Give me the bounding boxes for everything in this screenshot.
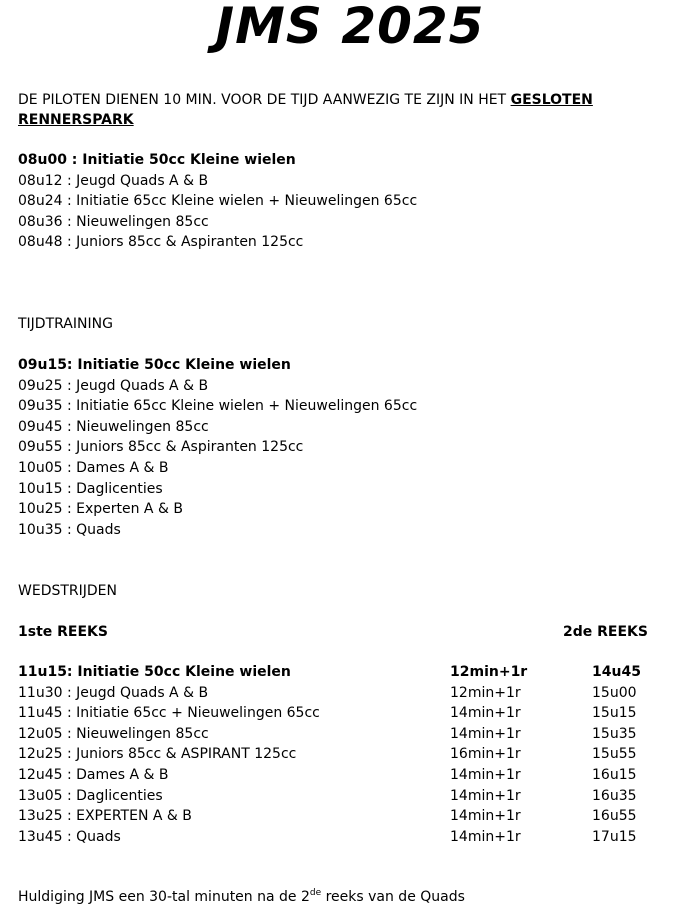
race-duration: 12min+1r [450, 684, 521, 701]
schedule-row: 08u00 : Initiatie 50cc Kleine wielen [18, 152, 296, 168]
footer-note [18, 887, 465, 907]
race-second-time: 16u55 [592, 808, 637, 825]
race-duration: 14min+1r [450, 787, 521, 804]
schedule-row: 10u05 : Dames A & B [18, 459, 169, 476]
race-duration: 14min+1r [450, 828, 521, 845]
race-second-time: 15u15 [592, 705, 637, 722]
race-row [18, 744, 678, 765]
race-duration: 14min+1r [450, 725, 521, 742]
intro-emphasis-2: RENNERSPARK [18, 112, 134, 128]
race-name: 11u45 : Initiatie 65cc + Nieuwelingen 65cc [18, 705, 320, 722]
race-name: 11u30 : Jeugd Quads A & B [18, 684, 209, 701]
race-row [18, 827, 678, 848]
schedule-row: 09u35 : Initiatie 65cc Kleine wielen + Nieuwelingen 65cc [18, 398, 418, 415]
race-duration: 14min+1r [450, 766, 521, 783]
schedule-row: 08u48 : Juniors 85cc & Aspiranten 125cc [18, 234, 304, 251]
race-duration: 14min+1r [450, 705, 521, 722]
footer-text-after: reeks van de Quads [321, 889, 465, 905]
race-duration: 12min+1r [450, 664, 528, 680]
race-row [18, 724, 678, 745]
race-row [18, 786, 678, 807]
intro-text: DE PILOTEN DIENEN 10 MIN. VOOR DE TIJD AANWEZIG TE ZIJN IN HET [18, 92, 511, 108]
race-duration: 16min+1r [450, 746, 521, 763]
section-heading-tijdtraining: TIJDTRAINING [18, 316, 113, 332]
footer-text-before: Huldiging JMS een 30-tal minuten na de 2 [18, 889, 310, 905]
race-second-time: 15u55 [592, 746, 637, 763]
schedule-row: 09u55 : Juniors 85cc & Aspiranten 125cc [18, 439, 304, 456]
race-row [18, 662, 678, 683]
race-row [18, 765, 678, 786]
page-title: JMS 2025 [215, 0, 485, 55]
race-duration: 14min+1r [450, 808, 521, 825]
schedule-row: 09u25 : Jeugd Quads A & B [18, 377, 209, 394]
schedule-row: 10u25 : Experten A & B [18, 501, 183, 518]
race-name: 12u45 : Dames A & B [18, 766, 169, 783]
schedule-row: 09u45 : Nieuwelingen 85cc [18, 418, 209, 435]
race-second-time: 16u35 [592, 787, 637, 804]
race-second-time: 16u15 [592, 766, 637, 783]
intro-notice [18, 90, 678, 130]
race-second-time: 15u35 [592, 725, 637, 742]
race-second-time: 14u45 [592, 664, 641, 680]
schedule-tijdtraining [18, 355, 678, 540]
reeks-header [18, 622, 658, 642]
race-name: 13u05 : Daglicenties [18, 787, 163, 804]
reeks-2-label: 2de REEKS [563, 624, 648, 640]
race-row [18, 683, 678, 704]
race-name: 11u15: Initiatie 50cc Kleine wielen [18, 664, 291, 680]
race-second-time: 15u00 [592, 684, 637, 701]
schedule-row: 08u36 : Nieuwelingen 85cc [18, 213, 209, 230]
schedule-row: 09u15: Initiatie 50cc Kleine wielen [18, 357, 291, 373]
intro-emphasis-1: GESLOTEN [510, 92, 593, 108]
race-second-time: 17u15 [592, 828, 637, 845]
schedule-row: 08u24 : Initiatie 65cc Kleine wielen + Nieuwelingen 65cc [18, 193, 418, 210]
race-name: 13u45 : Quads [18, 828, 121, 845]
schedule-row: 10u35 : Quads [18, 521, 121, 538]
race-row [18, 806, 678, 827]
reeks-1-label: 1ste REEKS [18, 624, 108, 640]
race-name: 13u25 : EXPERTEN A & B [18, 808, 192, 825]
race-table [18, 662, 678, 847]
schedule-warmup [18, 150, 678, 253]
race-name: 12u05 : Nieuwelingen 85cc [18, 725, 209, 742]
race-name: 12u25 : Juniors 85cc & ASPIRANT 125cc [18, 746, 297, 763]
schedule-row: 10u15 : Daglicenties [18, 480, 163, 497]
schedule-row: 08u12 : Jeugd Quads A & B [18, 172, 209, 189]
section-heading-wedstrijden: WEDSTRIJDEN [18, 583, 117, 599]
race-row [18, 703, 678, 724]
footer-superscript: de [309, 888, 322, 898]
